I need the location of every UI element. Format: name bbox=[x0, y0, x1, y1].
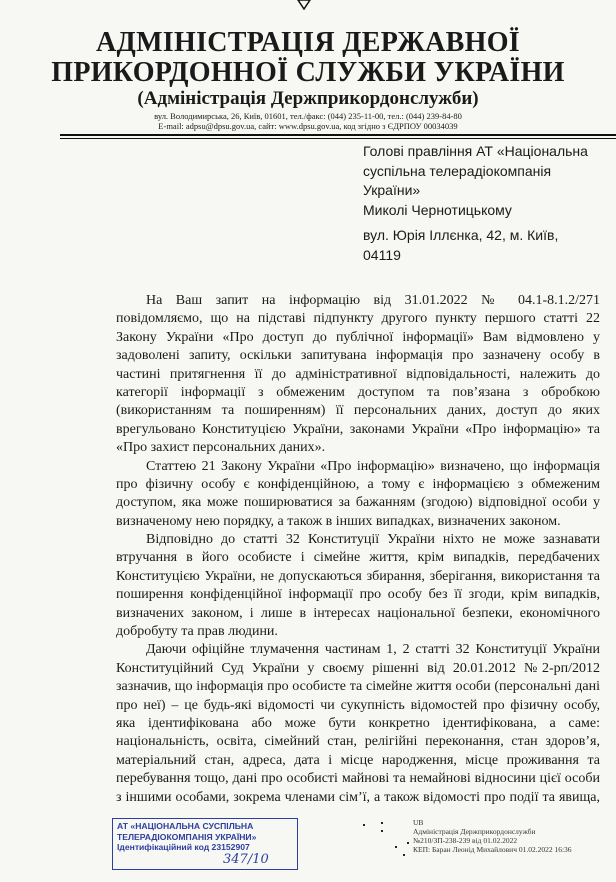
body-line: визначеному нею порядку, а також в інших випадках, визначених законом. bbox=[116, 513, 561, 529]
body-line: повідомляємо, що на підставі підпункту другого пункту першого статті 22 bbox=[116, 311, 600, 327]
signature-line: UB bbox=[413, 818, 424, 827]
signature-line: Адміністрація Держприкордонслужби bbox=[413, 827, 536, 836]
body-line: На Ваш запит на інформацію від 31.01.2022 № 04.1-8.1.2/271 bbox=[146, 293, 600, 308]
addressee-line: України» bbox=[363, 182, 421, 198]
addressee-address bbox=[363, 226, 558, 265]
qr-code-icon bbox=[345, 818, 409, 858]
qr-module bbox=[363, 824, 365, 826]
letter-body bbox=[116, 292, 600, 807]
qr-module bbox=[381, 822, 383, 824]
signature-line: №210/ЗП-238-239 від 01.02.2022 bbox=[413, 836, 518, 845]
body-line: Даючи офіційне тлумачення частинам 1, 2 статті 32 Конституції України bbox=[146, 642, 600, 658]
addressee-line: Миколі Чернотицькому bbox=[363, 201, 512, 218]
signature-line: КЕП: Баран Леонід Михайлович 01.02.2022 16:36 bbox=[413, 845, 572, 854]
qr-module bbox=[381, 830, 383, 832]
stamp-line: Ідентифікаційний код 23152907 bbox=[117, 842, 250, 852]
document-footer bbox=[0, 818, 616, 882]
body-line: доступом, яка може поширюватися за бажанням (згодою) відповідної особи у bbox=[116, 495, 600, 511]
org-title-line1: АДМІНІСТРАЦІЯ ДЕРЖАВНОЇ bbox=[95, 27, 520, 58]
body-line: Конституційний Суд України у своєму рішенні від 20.01.2012 №2-рп/2012 bbox=[116, 660, 600, 676]
stamp-handwritten-number: 347/10 bbox=[223, 852, 269, 867]
coat-of-arms-icon bbox=[297, 0, 311, 10]
body-line: (використанням та поширенням) її персональних даних, доступ до яких bbox=[116, 403, 600, 419]
addressee-line: суспільна телерадіокомпанія bbox=[363, 162, 552, 179]
body-line: про неї) – це будь-які відомості чи сукупність відомостей про фізичну особу, bbox=[116, 697, 600, 713]
addressee-address-line: вул. Юрія Іллєнка, 42, м. Київ, bbox=[363, 227, 559, 243]
org-title-line2: ПРИКОРДОННОЇ СЛУЖБИ УКРАЇНИ bbox=[51, 57, 565, 88]
body-line: Статтею 21 Закону України «Про інформацію» визначено, що інформація bbox=[146, 458, 600, 474]
qr-module bbox=[403, 854, 405, 856]
body-line: Відповідно до статті 32 Конституції України ніхто не може зазнавати bbox=[146, 532, 600, 548]
stamp-line: ТЕЛЕРАДІОКОМПАНІЯ УКРАЇНИ» bbox=[117, 831, 257, 842]
org-contacts: E-mail: adpsu@dpsu.gov.ua, сайт: www.dpsu.gov.ua, код згідно з ЄДРПОУ 00034039 bbox=[158, 121, 458, 131]
addressee-block bbox=[363, 142, 588, 220]
stamp-line: АТ «НАЦІОНАЛЬНА СУСПІЛЬНА bbox=[117, 821, 254, 831]
body-line: категорії інформації з обмеженим доступом та пов’язана з обробкою bbox=[116, 384, 600, 400]
body-line: визначених законом, і лише в інтересах національної безпеки, економічного bbox=[116, 605, 600, 621]
body-line: частині притягнення її до адміністративної відповідальності, належить до bbox=[116, 366, 600, 382]
registration-stamp bbox=[112, 818, 298, 870]
e-signature-block bbox=[413, 818, 572, 854]
body-line: зазначив, що інформація про особисте та сімейне життя особи (персональні дані bbox=[116, 679, 600, 695]
org-subtitle: (Адміністрація Держприкордонслужби) bbox=[137, 88, 479, 109]
header-divider-thin bbox=[60, 138, 616, 139]
body-line: поширення конфіденційної інформації про особу без її згоди, крім випадків, bbox=[116, 587, 600, 603]
qr-module bbox=[407, 842, 409, 844]
body-line: з іншими особами, зокрема членами сім’ї, а також відомості про події та явища, bbox=[116, 789, 600, 805]
body-line: перебування тощо, дані про особисті майнові та немайнові відносини цієї особи bbox=[116, 771, 600, 787]
body-line: про фізичну особу є конфіденційною, а тому є інформацією з обмеженим bbox=[116, 476, 600, 492]
addressee-address-line: 04119 bbox=[363, 246, 401, 263]
body-line: «Про захист персональних даних». bbox=[116, 440, 326, 456]
addressee-line: Голові правління АТ «Національна bbox=[363, 143, 588, 159]
body-line: національність, освіта, сімейний стан, релігійні переконання, стан здоров’я, bbox=[116, 734, 600, 750]
org-address: вул. Володимирська, 26, Київ, 01601, тел./факс: (044) 235-11-00, тел.: (044) 239-84-80 bbox=[154, 111, 462, 121]
body-line: яка ідентифікована або може бути конкретно ідентифікована, а саме: bbox=[116, 715, 600, 731]
header-divider bbox=[60, 134, 616, 136]
body-line: втручання в його особисте і сімейне життя, крім випадків, передбачених bbox=[116, 550, 600, 566]
qr-module bbox=[395, 846, 397, 848]
body-line: Закону України «Про доступ до публічної інформації» Вам відмовлено у bbox=[116, 329, 600, 345]
body-line: матеріальний стан, адреса, дата і місце народження, місце проживання та bbox=[116, 752, 600, 768]
body-line: задоволені запиту, оскільки запитувана інформація про зазначену особу в bbox=[116, 348, 600, 364]
body-line: добробуту та прав людини. bbox=[116, 624, 278, 640]
body-line: Конституцією України, не допускаються збирання, зберігання, використання та bbox=[116, 568, 600, 584]
body-line: врегульовано Конституцією України, законами України «Про інформацію» та bbox=[116, 421, 600, 437]
